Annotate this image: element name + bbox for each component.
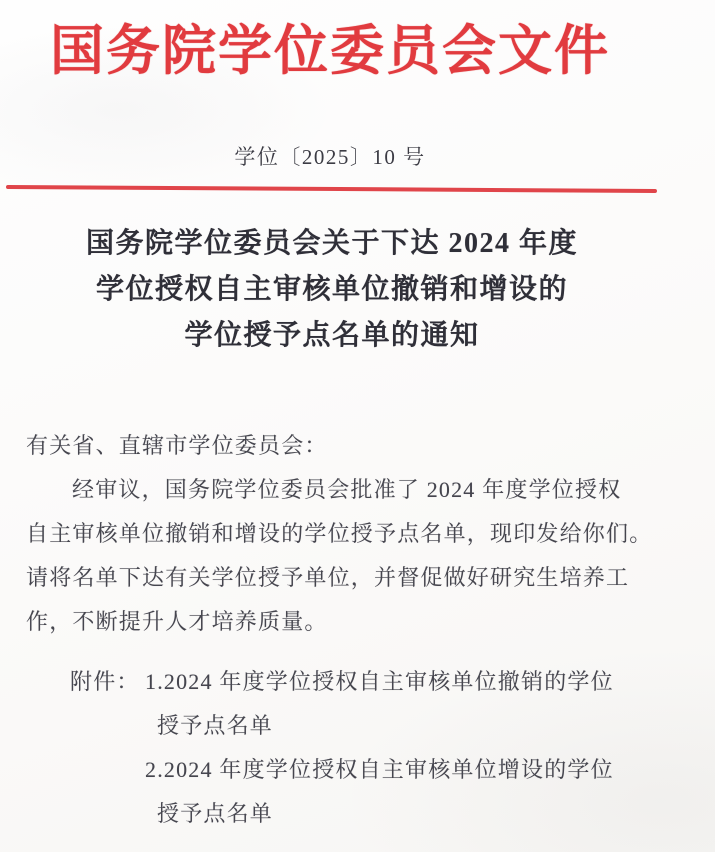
paragraph-line-3: 请将名单下达有关学位授予单位，并督促做好研究生培养工: [26, 565, 630, 590]
attachments-label: 附件：: [70, 669, 140, 694]
notice-title-line-2: 学位授权自主审核单位撤销和增设的: [95, 274, 568, 305]
salutation: 有关省、直辖市学位委员会：: [26, 433, 328, 458]
attachments-section: [70, 660, 693, 836]
paragraph-line-4: 作，不断提升人才培养质量。: [26, 609, 328, 634]
attachment-item-2-line-2: 授予点名单: [157, 801, 274, 826]
attachment-item-2-line-1: 2.2024 年度学位授权自主审核单位增设的学位: [145, 757, 614, 782]
notice-title: [0, 221, 664, 359]
body-text: [26, 424, 693, 644]
notice-title-line-3: 学位授予点名单的通知: [184, 320, 480, 351]
attachment-item-1-line-1: 1.2024 年度学位授权自主审核单位撤销的学位: [145, 669, 614, 694]
red-separator-line: [6, 185, 657, 193]
attachment-item-1-line-2: 授予点名单: [157, 713, 274, 738]
attachment-row-1: [70, 660, 693, 704]
paragraph-line-1: 经审议，国务院学位委员会批准了 2024 年度学位授权: [72, 477, 622, 502]
document-number: 学位〔2025〕10 号: [234, 145, 426, 169]
notice-title-line-1: 国务院学位委员会关于下达 2024 年度: [85, 228, 578, 259]
red-letterhead-title: 国务院学位委员会文件: [50, 21, 610, 81]
paragraph-line-2: 自主审核单位撤销和增设的学位授予点名单，现印发给你们。: [26, 521, 653, 546]
